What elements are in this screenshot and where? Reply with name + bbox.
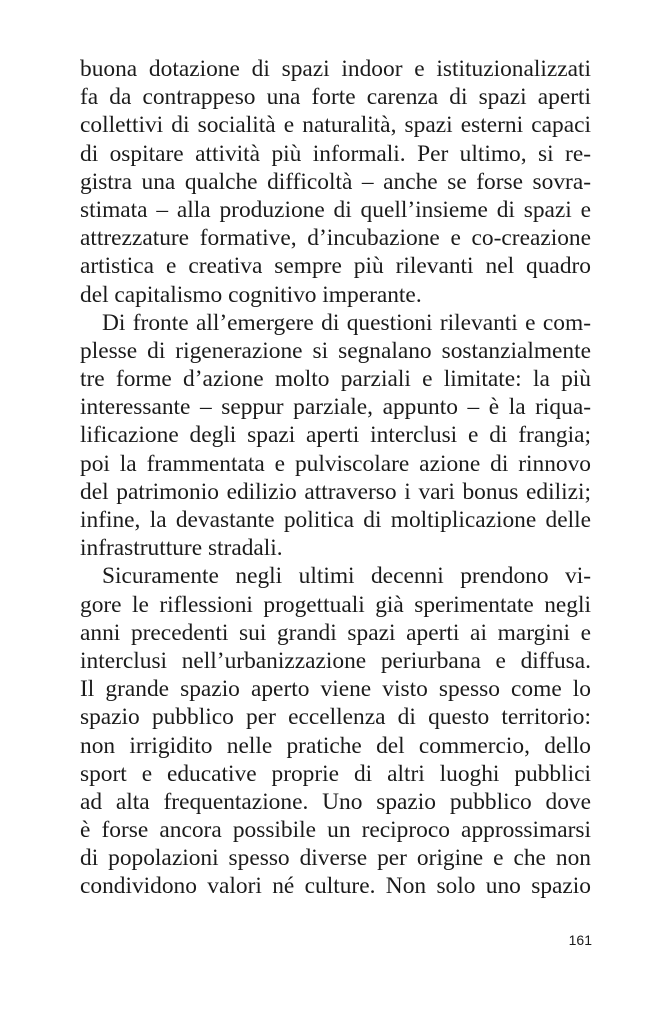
text-line: anni precedenti sui grandi spazi aperti ai margini e — [80, 619, 591, 646]
page-body — [80, 55, 591, 901]
text-line: gore le riflessioni progettuali già sperimentate negli — [80, 591, 591, 618]
text-line: interclusi nell’urbanizzazione periurbana e diffusa. — [80, 647, 591, 674]
text-line: artistica e creativa sempre più rilevanti nel quadro — [80, 253, 591, 280]
text-line: condividono valori né culture. Non solo uno spazio — [80, 873, 591, 900]
text-line: del patrimonio edilizio attraverso i vari bonus edilizi; — [80, 478, 591, 505]
text-line: del capitalismo cognitivo imperante. — [80, 281, 422, 308]
text-line: di popolazioni spesso diverse per origine e che non — [80, 845, 591, 872]
text-line: plesse di rigenerazione si segnalano sostanzialmente — [80, 337, 591, 364]
text-line: sport e educative proprie di altri luoghi pubblici — [80, 760, 591, 787]
text-line: interessante – seppur parziale, appunto – è la riqua- — [80, 394, 591, 421]
text-line: infine, la devastante politica di moltiplicazione delle — [80, 507, 591, 533]
text-line: Il grande spazio aperto viene visto spesso come lo — [80, 676, 591, 703]
paragraph — [80, 55, 591, 309]
text-line: ad alta frequentazione. Uno spazio pubblico dove — [80, 788, 591, 815]
text-line: di ospitare attività più informali. Per ultimo, si re- — [80, 140, 591, 167]
text-line: Di fronte all’emergere di questioni rilevanti e com- — [102, 309, 591, 336]
text-line: stimata – alla produzione di quell’insieme di spazi e — [80, 196, 591, 223]
paragraph — [80, 562, 591, 900]
text-line: fa da contrappeso una forte carenza di spazi aperti — [80, 84, 591, 111]
text-line: gistra una qualche difficoltà – anche se forse sovra- — [80, 168, 591, 195]
text-line: lificazione degli spazi aperti interclusi e di frangia; — [80, 422, 591, 449]
page-number: 161 — [568, 932, 592, 948]
paragraph — [80, 309, 591, 563]
text-line: infrastrutture stradali. — [80, 535, 283, 562]
text-line: collettivi di socialità e naturalità, spazi esterni capaci — [80, 112, 591, 139]
text-line: poi la frammentata e pulviscolare azione di rinnovo — [80, 450, 591, 477]
text-line: spazio pubblico per eccellenza di questo territorio: — [80, 704, 591, 731]
text-line: Sicuramente negli ultimi decenni prendono vi- — [102, 563, 591, 590]
text-line: attrezzature formative, d’incubazione e co-creazione — [80, 225, 591, 252]
text-line: non irrigidito nelle pratiche del commercio, dello — [80, 732, 591, 759]
text-line: tre forme d’azione molto parziali e limitate: la più — [80, 366, 591, 393]
text-line: è forse ancora possibile un reciproco approssimarsi — [80, 817, 591, 844]
text-line: buona dotazione di spazi indoor e istituzionalizzati — [80, 56, 591, 82]
